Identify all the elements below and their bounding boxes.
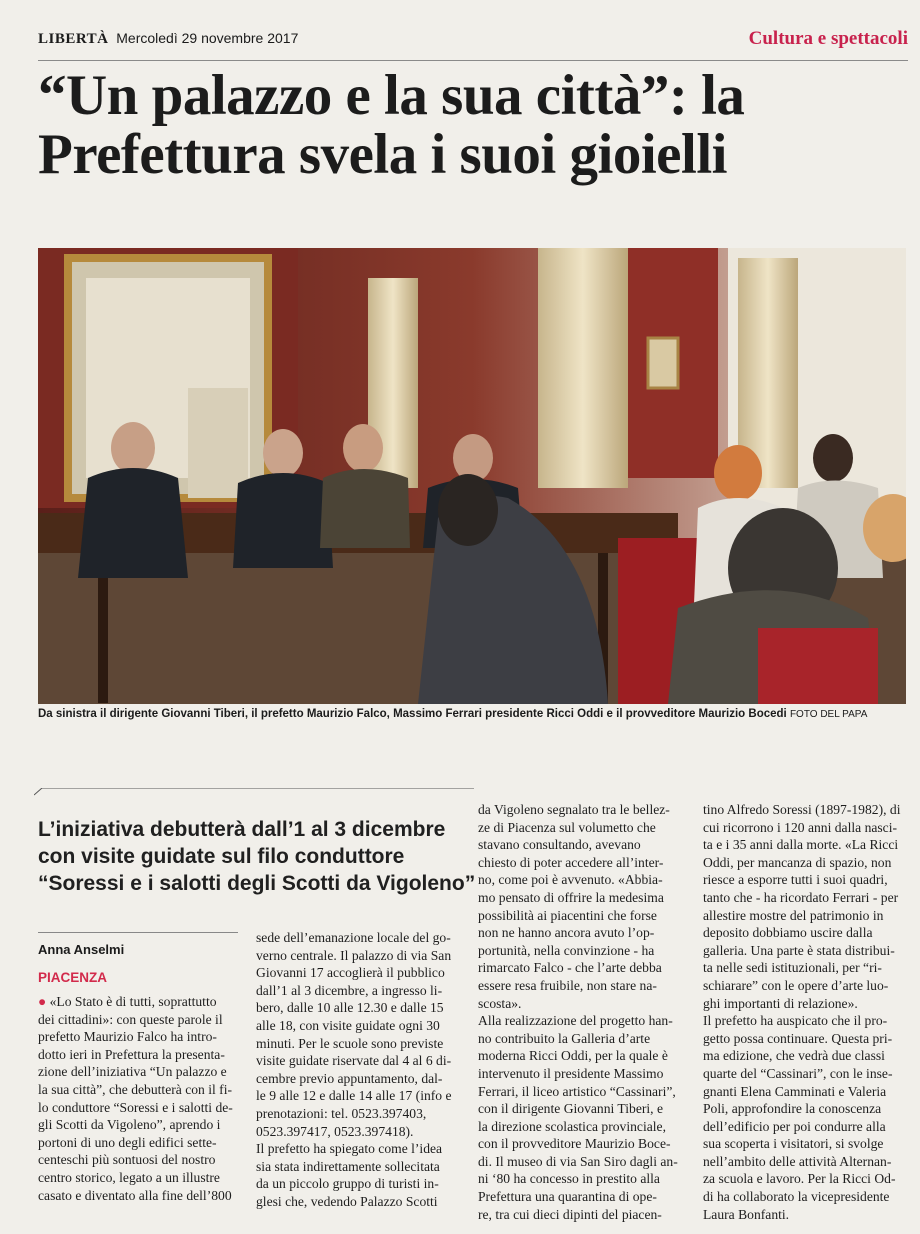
column-line: ● «Lo Stato è di tutti, soprattutto [38,994,217,1009]
column-line: chiesto di poter accedere all’inter- [478,854,664,870]
column-line: riesce a esporre tutti i suoi quadri, [703,872,888,888]
article-column-1 [38,993,238,1204]
bullet-icon: ● [38,994,47,1009]
column-line: getto possa continuare. Questa pri- [703,1030,893,1046]
photo-illustration [38,248,906,704]
column-line: prefetto Maurizio Falco ha intro- [38,1029,217,1045]
column-line: schiarare” con le opere d’arte luo- [703,977,889,993]
column-line: scosta». [478,995,522,1011]
column-line: ghi importanti di relazione». [703,995,858,1011]
subheadline-line: “Soressi e i salotti degli Scotti da Vigoleno” [38,872,476,895]
column-line: re, tra cui dieci dipinti del piacen- [478,1206,662,1222]
column-line: ta nelle sedi istituzionali, per “ri- [703,960,882,976]
column-line: Prefettura una quarantina di ope- [478,1189,657,1205]
photo-caption [38,708,918,720]
column-line: no contribuito la Galleria d’arte [478,1030,651,1046]
article-column-3 [478,801,688,1223]
column-line: tanto che - ha ricordato Ferrari - per [703,889,899,905]
page-header [38,30,908,54]
column-line: possibilità ai piacentini che forse [478,907,657,923]
column-line: dotto ieri in Prefettura la presenta- [38,1046,225,1062]
column-line: stavano consultando, avevano [478,837,641,853]
column-line: glesi che, vedendo Palazzo Scotti [256,1193,438,1209]
column-line: cembre previo appuntamento, dal- [256,1070,443,1086]
author-rule [38,932,238,933]
column-line: ze di Piacenza sul volumetto che [478,819,656,835]
subheadline [38,816,478,897]
column-line: quarte del “Cassinari”, con le inse- [703,1065,893,1081]
column-line: dall’1 al 3 dicembre, a ingresso li- [256,982,443,998]
headline [38,66,918,184]
dateline: PIACENZA [38,970,108,985]
column-line: verno centrale. Il palazzo di via San [256,947,452,963]
column-line: lo conduttore “Soressi e i salotti de- [38,1099,233,1115]
column-line: portunità, nella convinzione - ha [478,942,655,958]
column-line: mo pensato di offrire la medesima [478,889,664,905]
column-line: di. Il museo di via San Siro dagli an- [478,1153,678,1169]
column-line: prenotazioni: tel. 0523.397403, [256,1105,427,1121]
column-line: ni ‘80 ha concesso in prestito alla [478,1171,660,1187]
column-line: Poli, approfondire la conoscenza [703,1101,882,1117]
column-line: portoni di uno degli edifici sette- [38,1134,217,1150]
newspaper-name: LIBERTÀ [38,31,109,47]
section-label: Cultura e spettacoli [748,28,908,49]
column-line: sia stata indirettamente sollecitata [256,1158,440,1174]
column-line: bero, dalle 10 alle 12.30 e dalle 15 [256,1000,444,1016]
column-line: deposito dobbiamo uscire dalla [703,925,873,941]
column-line: zione dell’iniziativa “Un palazzo e [38,1064,227,1080]
column-line: intervenuto il presidente Massimo [478,1065,664,1081]
column-line: allestire mostre del patrimonio in [703,907,884,923]
headline-line: Prefettura svela i suoi gioielli [38,123,727,186]
column-line: Laura Bonfanti. [703,1206,790,1222]
column-line: gli Scotti da Vigoleno”, aprendo i [38,1117,221,1133]
column-line: no, come poi è avvenuto. «Abbia- [478,872,663,888]
column-line: Oddi, per mancanza di spazio, non [703,854,892,870]
column-line: visite guidate riservate dal 4 al 6 di- [256,1053,452,1069]
column-line: Il prefetto ha spiegato come l’idea [256,1141,443,1157]
article-column-2 [256,929,462,1211]
column-line: galleria. Una parte è stata distribui- [703,942,895,958]
headline-line: “Un palazzo e la sua città”: la [38,64,745,127]
column-line: di ha collaborato la vicepresidente [703,1189,890,1205]
column-line: le 9 alle 12 e dalle 14 alle 17 (info e [256,1088,452,1104]
column-line: moderna Ricci Oddi, per la quale è [478,1048,668,1064]
issue-date: Mercoledì 29 novembre 2017 [116,30,299,46]
column-line: Il prefetto ha auspicato che il pro- [703,1013,888,1029]
subheadline-line: L’iniziativa debutterà dall’1 al 3 dicembre [38,818,446,841]
column-line: essere resa fruibile, non stare na- [478,977,657,993]
article-column-4 [703,801,908,1223]
column-line: con il provveditore Maurizio Boce- [478,1136,671,1152]
column-line: dell’edificio per poi condurre alla [703,1118,886,1134]
column-line: ma edizione, che vedrà due classi [703,1048,885,1064]
column-line: centro storico, legato a un illustre [38,1169,220,1185]
column-line: za scuola e lavoro. Per la Ricci Od- [703,1171,896,1187]
masthead [38,30,298,48]
column-line: la direzione scolastica provinciale, [478,1118,666,1134]
column-line: la sua città”, che debutterà con il fi- [38,1081,232,1097]
photo-credit: FOTO DEL PAPA [789,709,868,720]
column-line: nell’ambito delle attività Alternan- [703,1153,892,1169]
subheadline-line: con visite guidate sul filo conduttore [38,845,405,868]
subhead-rule [34,788,474,796]
column-line: gnanti Elena Camminati e Valeria [703,1083,887,1099]
column-line: centeschi più sontuosi del nostro [38,1152,216,1168]
column-line: Giovanni 17 accoglierà il pubblico [256,965,445,981]
article-photo [38,248,906,704]
column-line: sede dell’emanazione locale del go- [256,930,451,945]
column-line: rimarcato Falco - che l’arte debba [478,960,662,976]
column-line: sua scoperta i visitatori, si svolge [703,1136,884,1152]
column-line: dei cittadini»: con queste parole il [38,1011,223,1027]
header-divider [38,60,908,61]
column-line: non ne hanno ancora avuto l’op- [478,925,655,941]
column-line: tino Alfredo Soressi (1897-1982), di [703,802,901,817]
column-line: cui ricorrono i 120 anni dalla nasci- [703,819,898,835]
column-line: casato e diventato alla fine dell’800 [38,1187,232,1203]
column-line: alle 18, con visite guidate ogni 30 [256,1017,440,1033]
column-line: da Vigoleno segnalato tra le bellez- [478,802,670,817]
column-line: con il dirigente Giovanni Tiberi, e [478,1101,664,1117]
column-line: minuti. Per le scuole sono previste [256,1035,444,1051]
column-line: ta e i 35 anni dalla morte. «La Ricci [703,837,899,853]
column-line: Ferrari, il liceo artistico “Cassinari”, [478,1083,676,1099]
column-line: 0523.397417, 0523.397418). [256,1123,414,1139]
author-byline: Anna Anselmi [38,942,125,957]
column-line: Alla realizzazione del progetto han- [478,1013,673,1029]
caption-text: Da sinistra il dirigente Giovanni Tiberi, il prefetto Maurizio Falco, Massimo Ferrari presidente Ricci Oddi e il provveditore Maurizio Bocedi [38,708,787,720]
column-line: da un piccolo gruppo di turisti in- [256,1176,439,1192]
